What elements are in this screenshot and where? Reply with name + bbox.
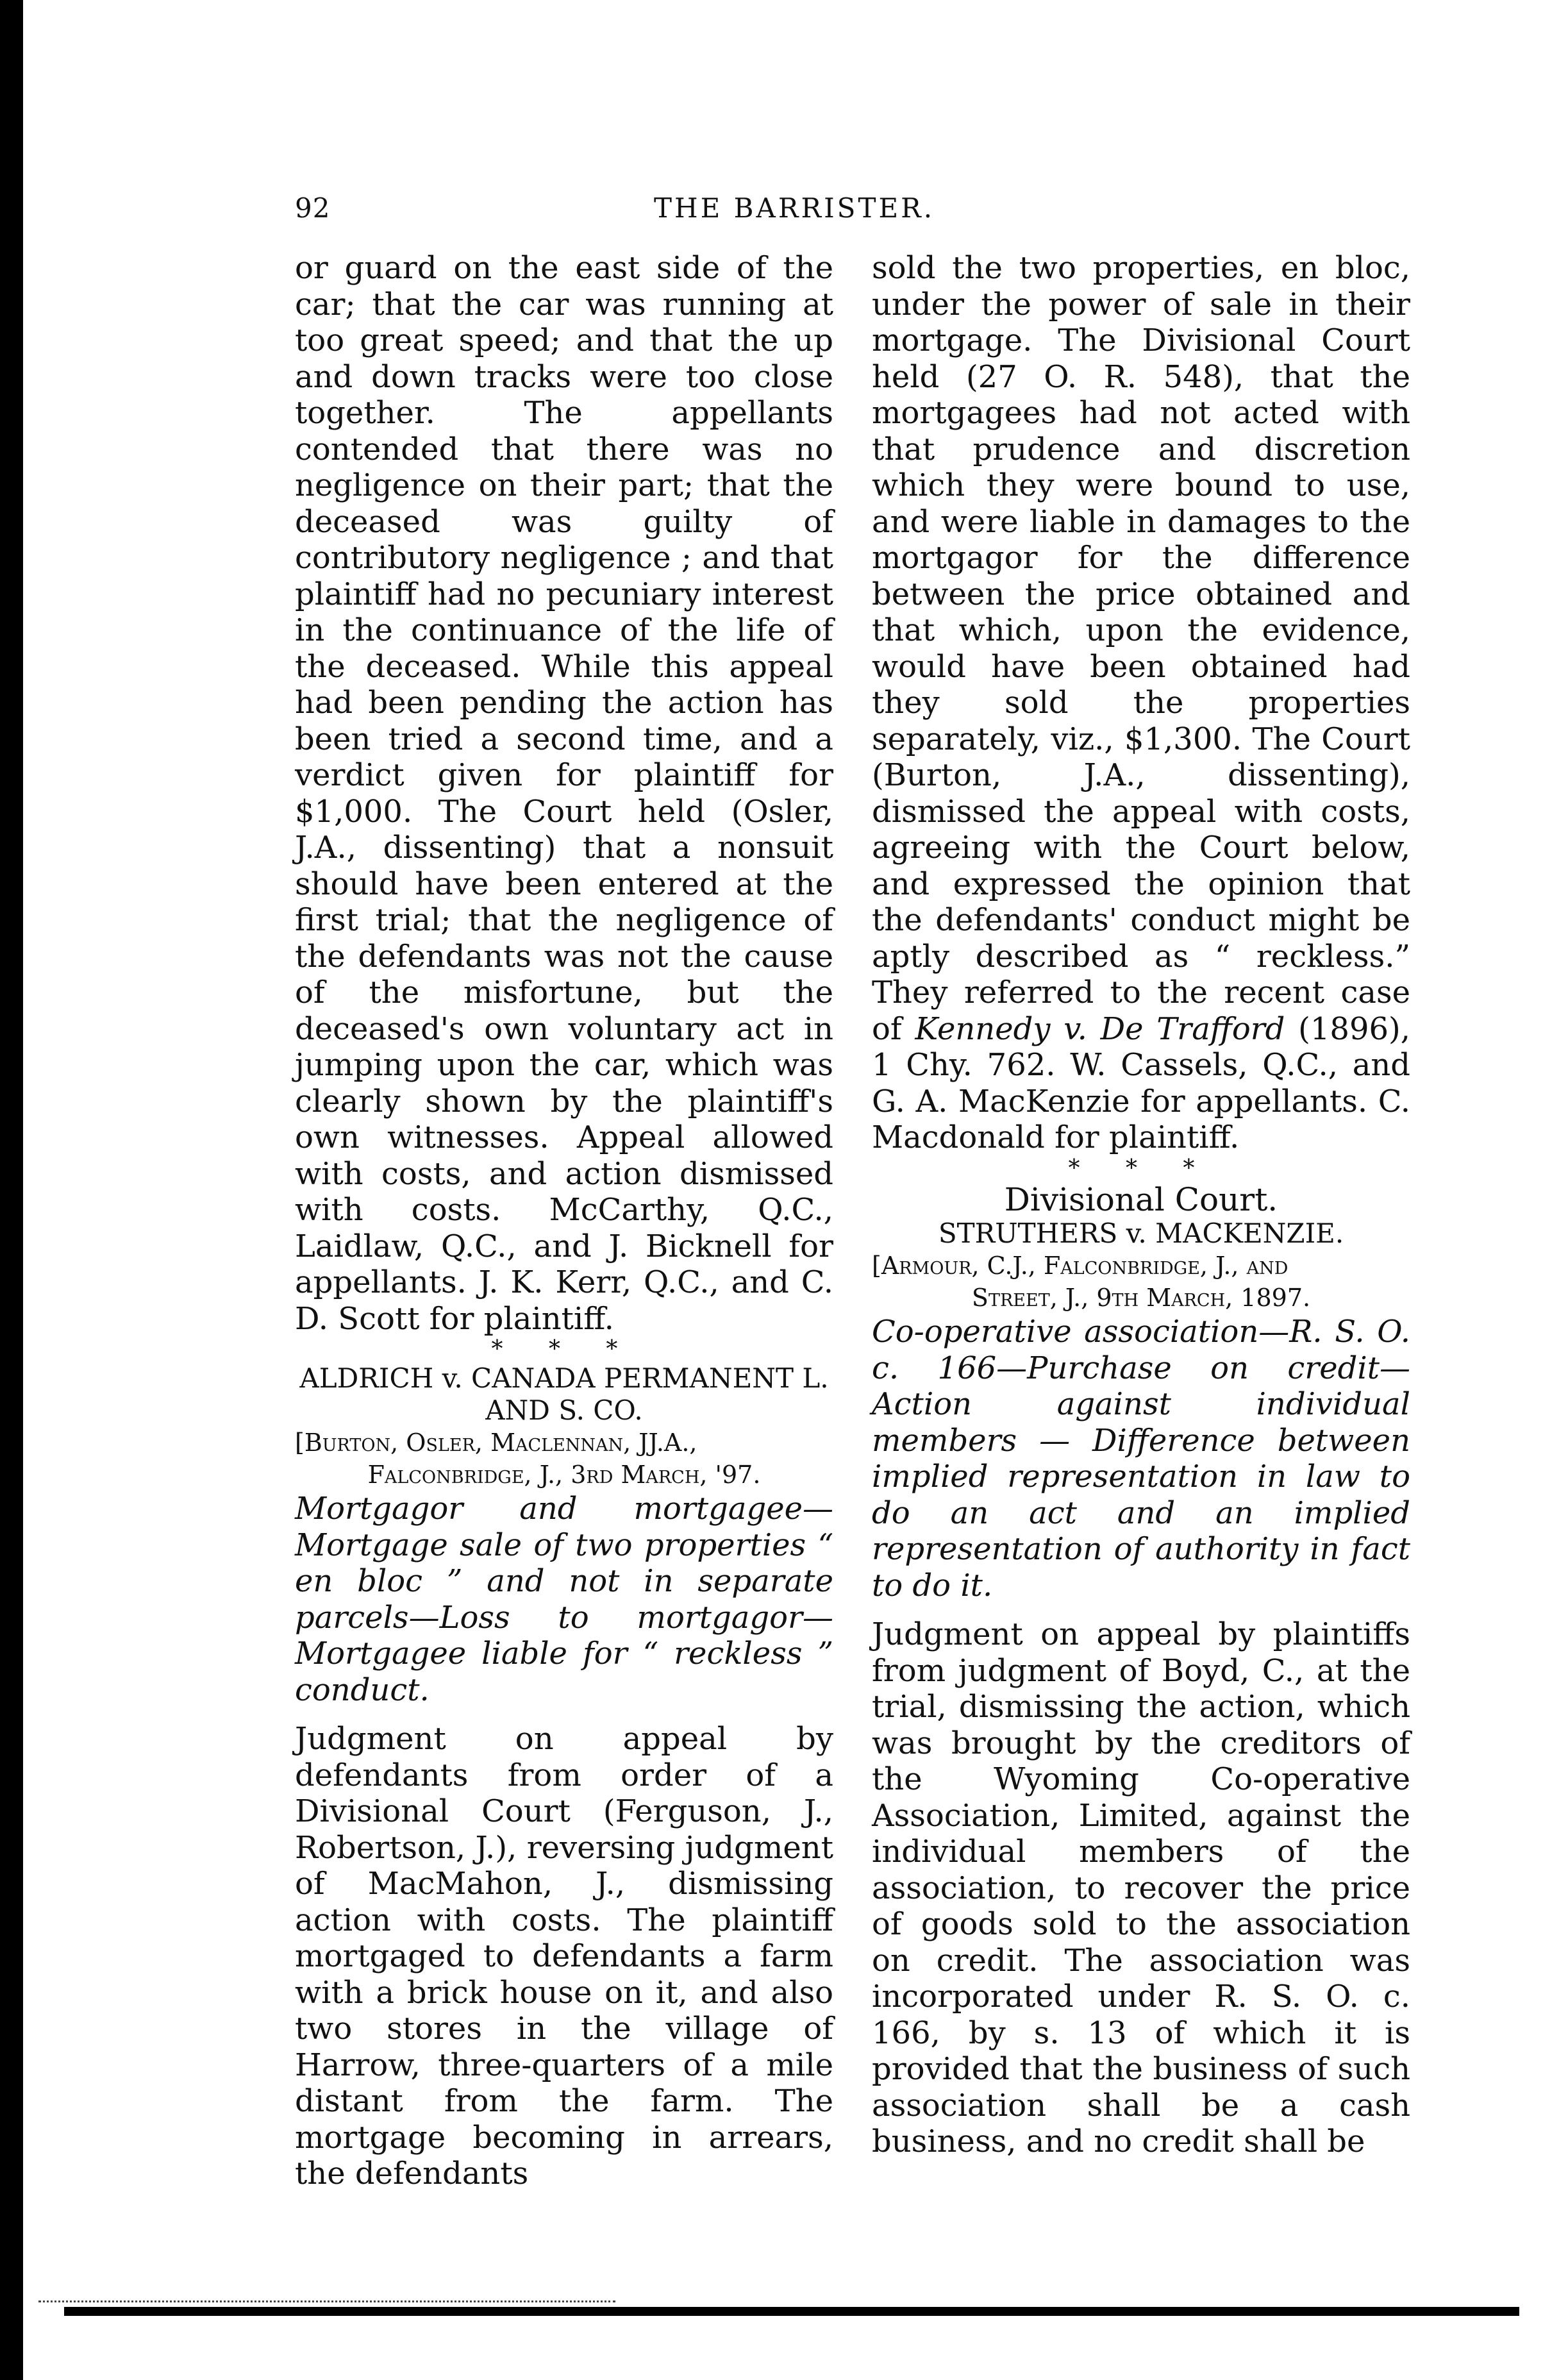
paragraph-text-part-2: (1896), 1 Chy. 762. W. Cassels, Q.C., and G. A. MacKenzie for appellants. C. Macdonald for plaintiff.	[872, 1010, 1411, 1155]
continued-paragraph: or guard on the east side of the car; that the car was running at too great speed; and that the up and down tracks were too close together. The appellants contended that there was no negligence on their part; that the deceased was guilty of contributory negligence ; and that plaintiff had no pecuniary interest in the continuance of the life of the deceased. While this appeal had been pending the action has been tried a second time, and a verdict given for plaintiff for $1,000. The Court held (Osler, J.A., dissenting) that a nonsuit should have been entered at the first trial; that the negligence of the defendants was not the cause of the misfortune, but the deceased's own voluntary act in jumping upon the car, which was clearly shown by the plaintiff's own witnesses. Appeal allowed with costs, and action dismissed with costs. McCarthy, Q.C., Laidlaw, Q.C., and J. Bicknell for appellants. J. K. Kerr, Q.C., and C. D. Scott for plaintiff.	[295, 250, 833, 1337]
paragraph-text-part-1: sold the two properties, en bloc, under the power of sale in their mortgage. The Divisional Court held (27 O. R. 548), that the mortgagees had not acted with that prudence and discretion which they were bound to use, and were liable in damages to the mortgagor for the difference between the price obtained and that which, upon the evidence, would have been obtained had they sold the properties separately, viz., $1,300. The Court (Burton, J.A., dissenting), dismissed the appeal with costs, agreeing with the Court below, and expressed the opinion that the defendants' conduct might be aptly described as “ reckless.” They referred to the recent case of	[872, 250, 1410, 1047]
left-column	[295, 250, 833, 2192]
judges-line-2: Falconbridge, J., 3rd March, '97.	[367, 1461, 761, 1489]
running-title: THE BARRISTER.	[654, 192, 935, 224]
page-number: 92	[295, 192, 331, 224]
scan-speckle	[38, 2300, 615, 2306]
continued-paragraph	[872, 250, 1410, 1156]
judgment-paragraph: Judgment on appeal by plaintiffs from judgment of Boyd, C., at the trial, dismissing the action, which was brought by the creditors of the Wyoming Co-operative Association, Limited, against the individual members of the association, to recover the price of goods sold to the association on credit. The association was incorporated under R. S. O. c. 166, by s. 13 of which it is provided that the business of such association shall be a cash business, and no credit shall be	[872, 1616, 1410, 2159]
bottom-rule	[64, 2307, 1519, 2316]
right-column	[872, 250, 1410, 2160]
case-title: ALDRICH v. CANADA PERMANENT L. AND S. CO.	[299, 1362, 829, 1426]
page-scan-edge	[0, 0, 23, 2380]
section-separator: * * *	[1068, 1155, 1214, 1182]
judges-line-2: Street, J., 9th March, 1897.	[971, 1284, 1311, 1312]
court-heading: Divisional Court.	[1004, 1180, 1278, 1218]
judges-line-1: [Burton, Osler, Maclennan, JJ.A.,	[295, 1429, 697, 1457]
judgment-paragraph: Judgment on appeal by defendants from order of a Divisional Court (Ferguson, J., Robertson, J.), reversing judgment of MacMahon, J., dismissing action with costs. The plaintiff mortgaged to defendants a farm with a brick house on it, and also two stores in the village of Harrow, three-quarters of a mile distant from the farm. The mortgage becoming in arrears, the defendants	[295, 1721, 833, 2191]
case-title: STRUTHERS v. MACKENZIE.	[938, 1218, 1344, 1249]
page-header	[295, 192, 1423, 237]
case-reference: Kennedy v. De Trafford	[915, 1010, 1285, 1047]
headnote: Co-operative association—R. S. O. c. 166—Purchase on credit—Action against individual members — Difference between implied representation in law to do an act and an implied representation of authority in fact to do it.	[872, 1314, 1410, 1604]
section-separator: * * *	[491, 1336, 637, 1362]
judges-line	[872, 1250, 1410, 1314]
judges-line-1: [Armour, C.J., Falconbridge, J., and	[872, 1252, 1289, 1280]
judges-line	[295, 1427, 833, 1491]
headnote: Mortgagor and mortgagee—Mortgage sale of two properties “ en bloc ” and not in separate parcels—Loss to mortgagor—Mortgagee liable for “ reckless ” conduct.	[295, 1491, 833, 1708]
